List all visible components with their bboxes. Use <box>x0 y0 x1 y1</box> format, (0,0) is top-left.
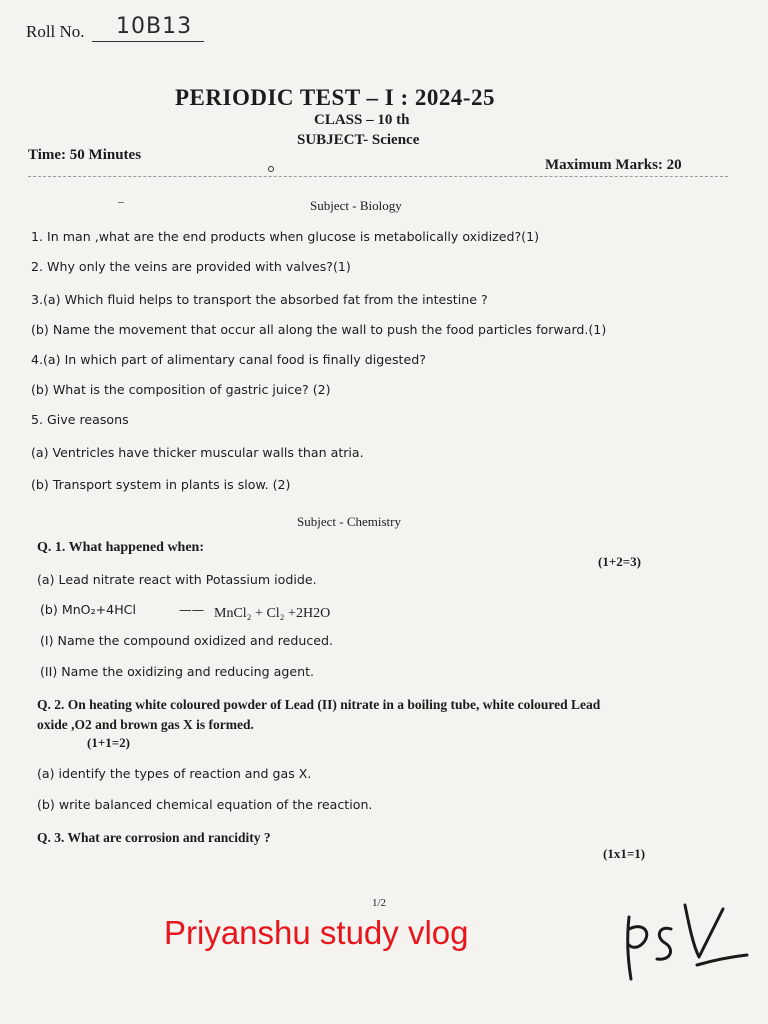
test-title: PERIODIC TEST – I : 2024-25 <box>175 85 496 110</box>
bio-q2: 2. Why only the veins are provided with valves?(1) <box>31 259 351 274</box>
dash-mark: – <box>118 194 124 208</box>
watermark-text: Priyanshu study vlog <box>164 914 469 951</box>
chem-q3: Q. 3. What are corrosion and rancidity ? <box>37 830 271 845</box>
bio-q3b: (b) Name the movement that occur all along the wall to push the food particles forward.(1) <box>31 322 607 337</box>
stray-mark <box>268 166 274 172</box>
roll-underline <box>92 41 204 42</box>
time-label: Time: 50 Minutes <box>28 147 142 163</box>
bio-q1: 1. In man ,what are the end products when glucose is metabolically oxidized?(1) <box>31 229 539 244</box>
page-number: 1/2 <box>372 897 387 909</box>
bio-q3a: 3.(a) Which fluid helps to transport the absorbed fat from the intestine ? <box>31 292 488 307</box>
chem-q3-marks: (1x1=1) <box>603 846 646 861</box>
max-marks-label: Maximum Marks: 20 <box>545 157 682 173</box>
chem-q2-marks: (1+1=2) <box>87 735 130 750</box>
roll-label: Roll No. <box>26 22 85 41</box>
bio-q4b: (b) What is the composition of gastric juice? (2) <box>31 382 331 397</box>
chem-q1-marks: (1+2=3) <box>598 554 641 569</box>
chem-q2-line2: oxide ,O2 and brown gas X is formed. <box>37 717 254 732</box>
chem-q1b-arrow: —— <box>179 602 205 617</box>
chem-q2b: (b) write balanced chemical equation of the reaction. <box>37 797 373 812</box>
header-divider <box>28 176 728 177</box>
roll-number-handwritten: 10B13 <box>116 14 193 39</box>
signature-mark <box>605 895 755 990</box>
chem-q1-ii: (II) Name the oxidizing and reducing agent. <box>40 664 315 679</box>
chemistry-section-title: Subject - Chemistry <box>297 514 401 529</box>
chem-q1: Q. 1. What happened when: <box>37 540 205 555</box>
subject-label: SUBJECT- Science <box>297 132 420 148</box>
bio-q4a: 4.(a) In which part of alimentary canal food is finally digested? <box>31 352 426 367</box>
class-label: CLASS – 10 th <box>314 112 410 128</box>
chem-q1b-products: MnCl₂ + Cl₂ +2H2O <box>214 606 331 621</box>
biology-section-title: Subject - Biology <box>310 198 402 213</box>
chem-q1-i: (I) Name the compound oxidized and reduced. <box>40 633 334 648</box>
bio-q5b: (b) Transport system in plants is slow. (2) <box>31 477 291 492</box>
chem-q2a: (a) identify the types of reaction and gas X. <box>37 766 312 781</box>
chem-q1a: (a) Lead nitrate react with Potassium iodide. <box>37 572 317 587</box>
chem-q1b-reactants: (b) MnO₂+4HCl <box>40 602 136 617</box>
bio-q5a: (a) Ventricles have thicker muscular walls than atria. <box>31 445 364 460</box>
bio-q5: 5. Give reasons <box>31 412 129 427</box>
chem-q2-line1: Q. 2. On heating white coloured powder of Lead (II) nitrate in a boiling tube, white coloured Lead <box>37 697 601 712</box>
